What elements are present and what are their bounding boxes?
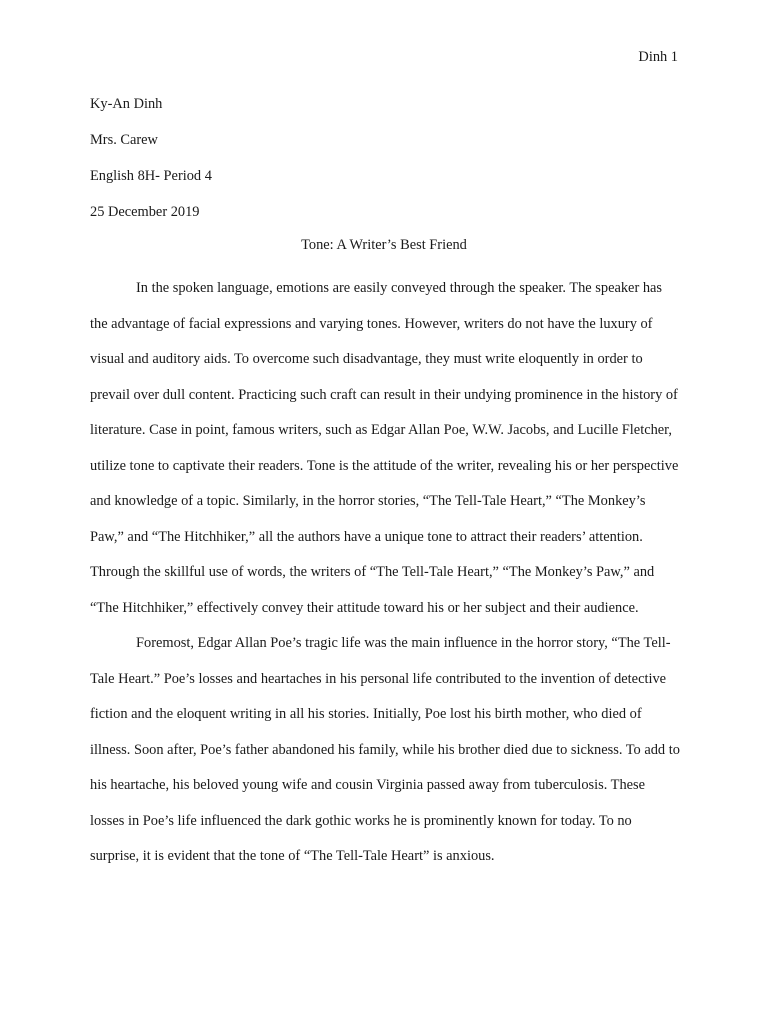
mla-heading [90, 94, 678, 238]
essay-date: 25 December 2019 [90, 204, 200, 220]
essay-title: Tone: A Writer’s Best Friend [301, 237, 467, 253]
student-name: Ky-An Dinh [90, 96, 163, 112]
paragraph-poe: Foremost, Edgar Allan Poe’s tragic life was the main influence in the horror story, “The Tell-Tale Heart.” Poe’s losses and heartaches in his personal life contributed to the invention of detective fiction and the eloquent writing in all his stories. Initially, Poe lost his birth mother, who died of illness. Soon after, Poe’s father abandoned his family, while his brother died due to sickness. To add to his heartache, his beloved young wife and cousin Virginia passed away from tuberculosis. These losses in Poe’s life influenced the dark gothic works he is prominently known for today. To no surprise, it is evident that the tone of “The Tell-Tale Heart” is anxious. [90, 635, 680, 864]
page-header-label: Dinh 1 [638, 49, 678, 65]
teacher-name: Mrs. Carew [90, 132, 158, 148]
course-name: English 8H- Period 4 [90, 168, 212, 184]
essay-body [90, 271, 680, 875]
paragraph-intro: In the spoken language, emotions are easily conveyed through the speaker. The speaker has the advantage of facial expressions and varying tones. However, writers do not have the luxury of visual and auditory aids. To overcome such disadvantage, they must write eloquently in order to prevail over dull content. Practicing such craft can result in their undying prominence in the history of literature. Case in point, famous writers, such as Edgar Allan Poe, W.W. Jacobs, and Lucille Fletcher, utilize tone to captivate their readers. Tone is the attitude of the writer, revealing his or her perspective and knowledge of a topic. Similarly, in the horror stories, “The Tell-Tale Heart,” “The Monkey’s Paw,” and “The Hitchhiker,” all the authors have a unique tone to attract their readers’ attention. Through the skillful use of words, the writers of “The Tell-Tale Heart,” “The Monkey’s Paw,” and “The Hitchhiker,” effectively convey their attitude toward his or her subject and their audience. [90, 280, 679, 616]
